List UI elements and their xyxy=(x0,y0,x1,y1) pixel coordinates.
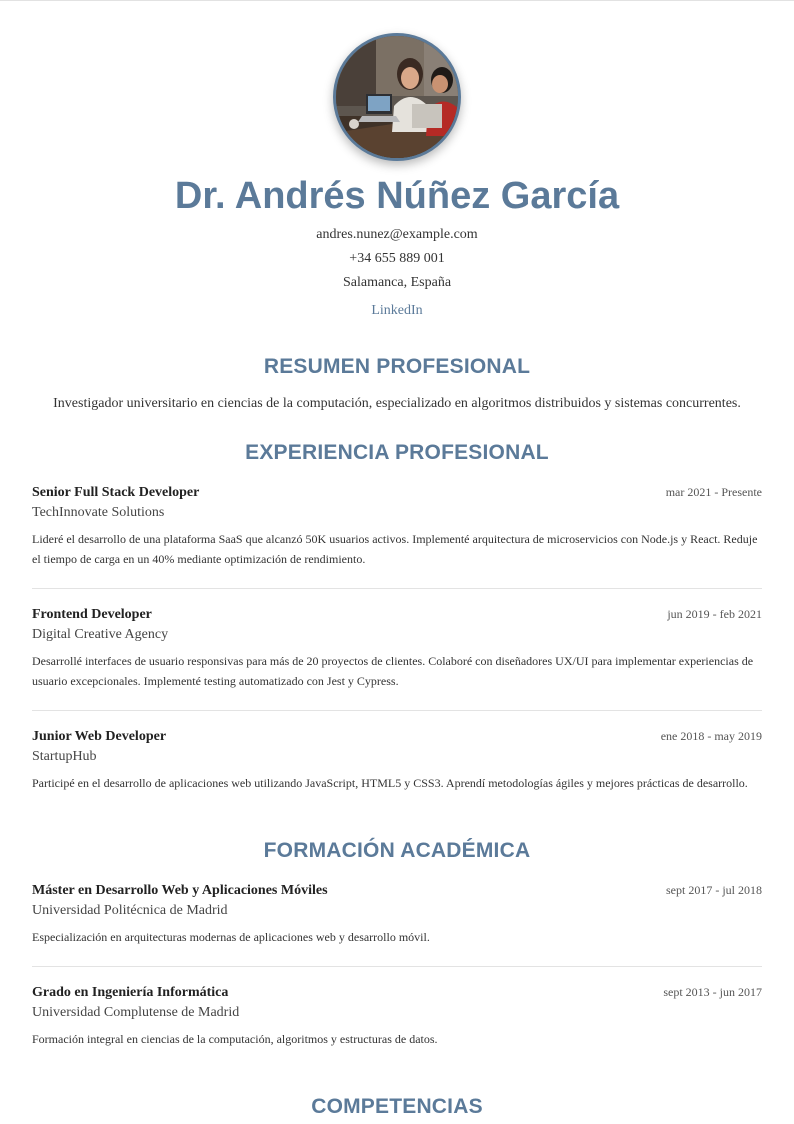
job-dates: mar 2021 - Presente xyxy=(665,485,762,499)
school-name: Universidad Complutense de Madrid xyxy=(32,1005,240,1020)
entry-divider xyxy=(32,588,762,589)
entry-divider xyxy=(32,710,762,711)
job-title: Junior Web Developer xyxy=(32,729,167,744)
education-section-title: FORMACIÓN ACADÉMICA xyxy=(263,839,531,862)
profile-photo xyxy=(333,33,461,161)
page-top-border xyxy=(0,0,794,1)
company-name: TechInnovate Solutions xyxy=(32,505,165,520)
linkedin-link[interactable]: LinkedIn xyxy=(371,303,423,318)
education-dates: sept 2017 - jul 2018 xyxy=(666,883,762,897)
degree-title: Grado en Ingeniería Informática xyxy=(32,985,229,1000)
experience-section-title: EXPERIENCIA PROFESIONAL xyxy=(245,441,549,464)
job-dates: jun 2019 - feb 2021 xyxy=(667,607,762,621)
education-dates: sept 2013 - jun 2017 xyxy=(663,985,762,999)
job-description: Participé en el desarrollo de aplicaciones web utilizando JavaScript, HTML5 y CSS3. Aprendí metodologías ágiles y mejores prácticas de desarrollo. xyxy=(32,776,748,790)
contact-email: andres.nunez@example.com xyxy=(316,227,478,242)
education-description: Formación integral en ciencias de la computación, algoritmos y estructuras de datos. xyxy=(32,1032,438,1046)
company-name: StartupHub xyxy=(32,749,97,764)
entry-divider xyxy=(32,966,762,967)
skills-section-title: COMPETENCIAS xyxy=(311,1095,483,1118)
company-name: Digital Creative Agency xyxy=(32,627,169,642)
candidate-name: Dr. Andrés Núñez García xyxy=(174,175,620,217)
school-name: Universidad Politécnica de Madrid xyxy=(32,903,228,918)
job-dates: ene 2018 - may 2019 xyxy=(660,729,762,743)
job-title: Frontend Developer xyxy=(32,607,152,622)
job-description: Lideré el desarrollo de una plataforma SaaS que alcanzó 50K usuarios activos. Implementé arquitectura de microservicios con Node.js y React. Reduje el tiempo de carga en un 40% mediante optimización de rendimiento. xyxy=(32,532,758,566)
profile-photo-image xyxy=(336,36,458,158)
contact-location: Salamanca, España xyxy=(342,275,452,290)
contact-phone: +34 655 889 001 xyxy=(349,251,445,266)
summary-text: Investigador universitario en ciencias de la computación, especializado en algoritmos distribuidos y sistemas concurrentes. xyxy=(53,396,741,411)
degree-title: Máster en Desarrollo Web y Aplicaciones Móviles xyxy=(32,883,328,898)
job-title: Senior Full Stack Developer xyxy=(32,485,200,500)
summary-section-title: RESUMEN PROFESIONAL xyxy=(263,355,531,378)
job-description: Desarrollé interfaces de usuario responsivas para más de 20 proyectos de clientes. Colaboré con diseñadores UX/UI para implementar experiencias de usuario excepcionales. Implementé testing automatizado con Jest y Cypress. xyxy=(32,654,754,688)
education-description: Especialización en arquitecturas modernas de aplicaciones web y desarrollo móvil. xyxy=(32,930,430,944)
